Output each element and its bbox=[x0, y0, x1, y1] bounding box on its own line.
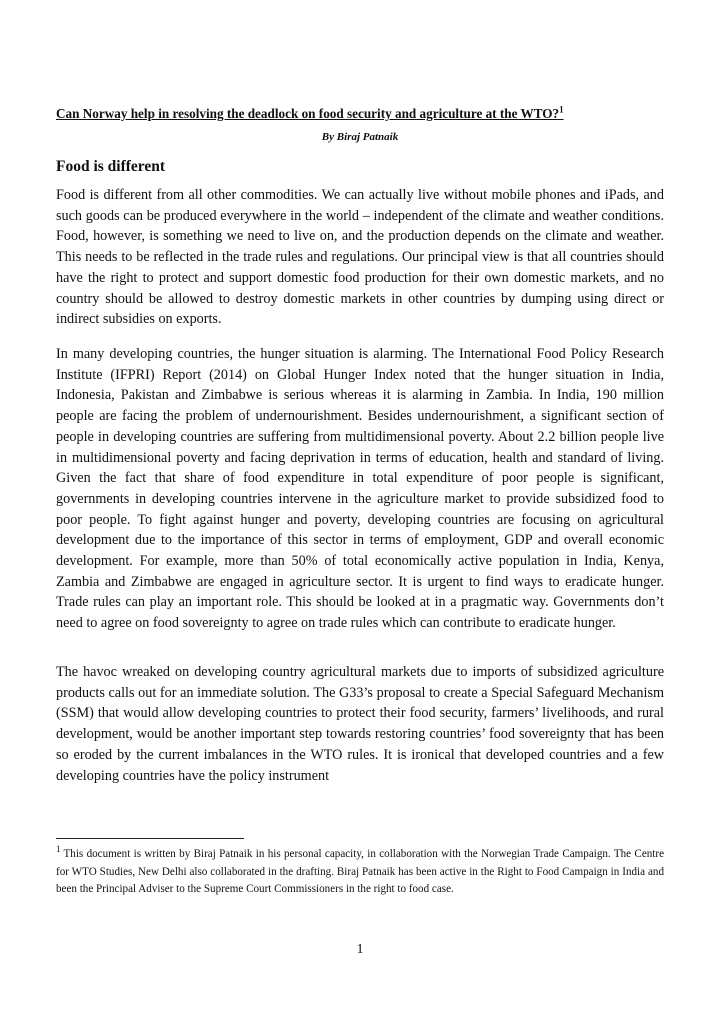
footnote-text: This document is written by Biraj Patnaik in his personal capacity, in collaboration with the Norwegian Trade Campaign. The Centre for WTO Studies, New Delhi also collaborated in the drafting. Biraj Patnaik has been active in the Right to Food Campaign in India and been the Principal Adviser to the Supreme Court Commissioners in the right to food case. bbox=[56, 848, 664, 895]
page-number: 1 bbox=[356, 942, 364, 957]
document-title bbox=[56, 106, 666, 122]
section-heading: Food is different bbox=[56, 158, 166, 175]
footnote-marker: 1 bbox=[56, 844, 61, 855]
title-footnote-marker[interactable]: 1 bbox=[559, 104, 564, 115]
paragraph-2: In many developing countries, the hunger situation is alarming. The International Food Policy Research Institute (IFPRI) Report (2014) on Global Hunger Index noted that the hunger situation in India, Indonesia, Pakistan and Zimbabwe is serious whereas it is alarming in Zambia. In India, 190 million people are facing the problem of undernourishment. Besides undernourishment, a significant section of people in developing countries are suffering from multidimensional poverty. About 2.2 billion people live in multidimensional poverty and facing deprivation in terms of education, health and standard of living. Given the fact that share of food expenditure in total expenditure of poor people is significant, governments in developing countries intervene in the agriculture market to provide subsidized food to poor people. To fight against hunger and poverty, developing countries are focusing on agricultural development due to the importance of this sector in terms of employment, GDP and overall economic development. For example, more than 50% of total economically active population in India, Kenya, Zambia and Zimbabwe are engaged in agriculture sector. It is urgent to find ways to eradicate hunger. Trade rules can play an important role. This should be looked at in a pragmatic way. Governments don’t need to agree on food sovereignty to agree on trade rules which can contribute to eradicate hunger. bbox=[56, 346, 664, 632]
footnote bbox=[56, 846, 664, 899]
document-title-text: Can Norway help in resolving the deadlock on food security and agriculture at the WTO? bbox=[56, 106, 560, 121]
author-byline: By Biraj Patnaik bbox=[321, 131, 399, 143]
paragraph-3: The havoc wreaked on developing country agricultural markets due to imports of subsidized agriculture products calls out for an immediate solution. The G33’s proposal to create a Special Safeguard Mechanism (SSM) that would allow developing countries to protect their food security, farmers’ livelihoods, and rural development, would be another important step towards restoring countries’ food sovereignty that has been so eroded by the current imbalances in the WTO rules. It is ironical that developed countries and a few developing countries have the policy instrument bbox=[56, 664, 664, 784]
footnote-separator bbox=[56, 838, 244, 839]
paragraph-1: Food is different from all other commodities. We can actually live without mobile phones and iPads, and such goods can be produced everywhere in the world – independent of the climate and weather conditions. Food, however, is something we need to live on, and the production depends on the climate and weather. This needs to be reflected in the trade rules and regulations. Our principal view is that all countries should have the right to protect and support domestic food production for their own domestic markets, and no country should be allowed to destroy domestic markets in other countries by dumping using direct or indirect subsidies on exports. bbox=[56, 187, 664, 328]
